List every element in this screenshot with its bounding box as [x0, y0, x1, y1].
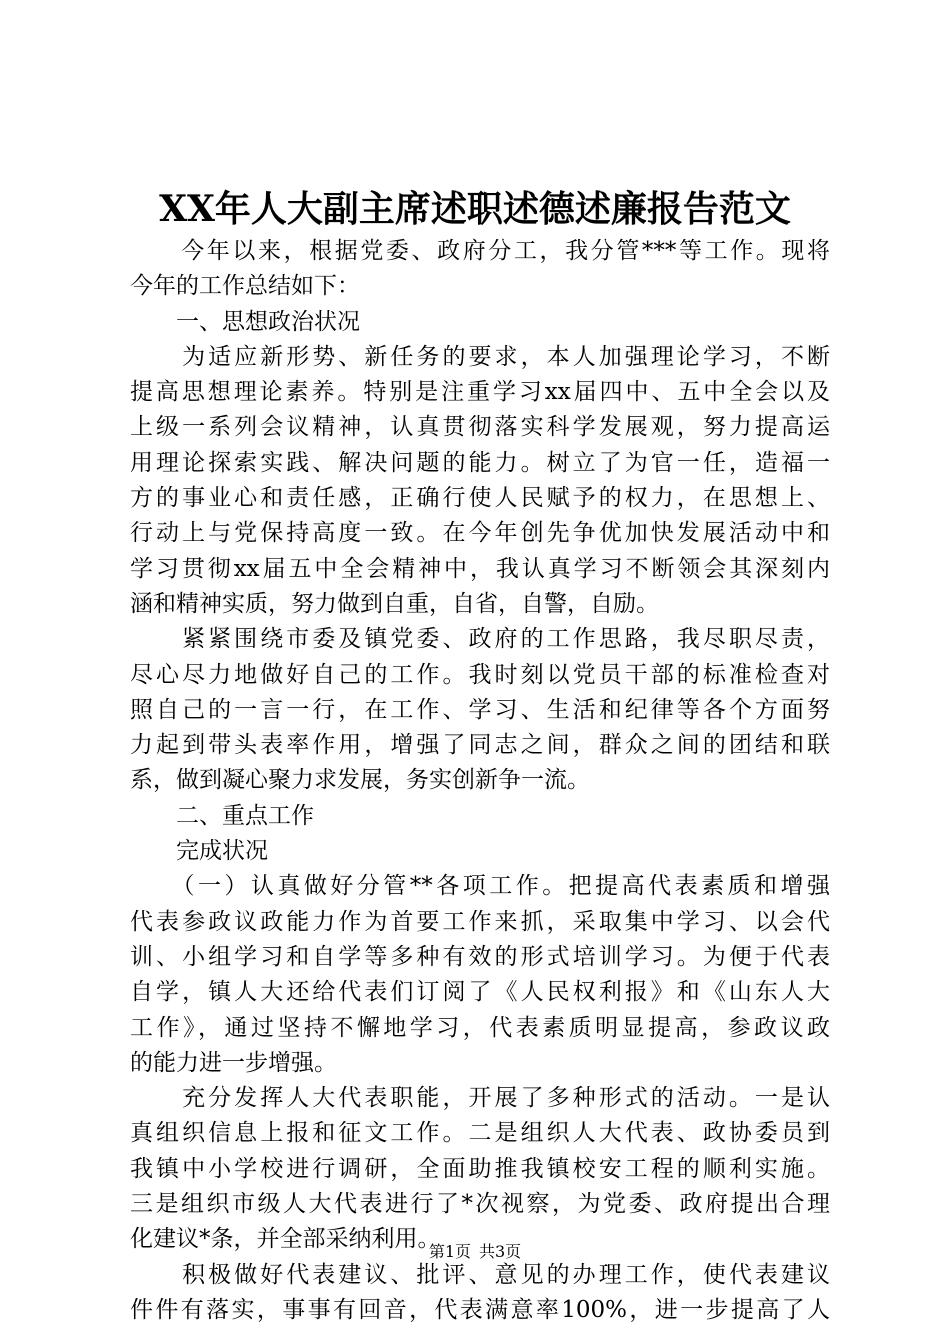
body-line: 今年的工作总结如下：: [130, 273, 360, 300]
body-line: 力起到带头表率作用，增强了同志之间，群众之间的团结和联: [130, 732, 830, 759]
body-line: 学习贯彻xx届五中全会精神中，我认真学习不断领会其深刻内: [130, 555, 830, 582]
body-line: 代表参政议政能力作为首要工作来抓，采取集中学习、以会代: [130, 908, 830, 935]
body-line: 涵和精神实质，努力做到自重，自省，自警，自励。: [130, 590, 659, 617]
body-line: 上级一系列会议精神，认真贯彻落实科学发展观，努力提高运: [130, 414, 830, 441]
body-line: 充分发挥人大代表职能，开展了多种形式的活动。一是认: [130, 1085, 830, 1112]
body-line: 尽心尽力地做好自己的工作。我时刻以党员干部的标准检查对: [130, 661, 830, 688]
body-line: 的能力进一步增强。: [130, 1049, 337, 1076]
body-line: 自学，镇人大还给代表们订阅了《人民权利报》和《山东人大: [130, 979, 830, 1006]
page-total: 共3页: [479, 1242, 522, 1261]
document-body: [130, 234, 830, 1328]
body-line: 真组织信息上报和征文工作。二是组织人大代表、政协委员到: [130, 1120, 830, 1147]
page-number: 第1页: [428, 1242, 471, 1261]
body-line: 系，做到凝心聚力求发展，务实创新争一流。: [130, 767, 590, 794]
body-line: 一、思想政治状况: [130, 308, 360, 335]
body-line: 件件有落实，事事有回音，代表满意率100%，进一步提高了人: [130, 1296, 830, 1323]
body-line: 照自己的一言一行，在工作、学习、生活和纪律等各个方面努: [130, 696, 830, 723]
body-line: 完成状况: [130, 838, 268, 865]
body-line: 积极做好代表建议、批评、意见的办理工作，使代表建议: [130, 1261, 830, 1288]
document-title: XX年人大副主席述职述德述廉报告范文: [159, 188, 791, 230]
body-line: 化建议*条，并全部采纳利用。: [130, 1226, 441, 1253]
body-line: 提高思想理论素养。特别是注重学习xx届四中、五中全会以及: [130, 379, 830, 406]
body-line: 行动上与党保持高度一致。在今年创先争优加快发展活动中和: [130, 520, 830, 547]
body-line: 紧紧围绕市委及镇党委、政府的工作思路，我尽职尽责，: [130, 626, 830, 653]
body-line: 用理论探索实践、解决问题的能力。树立了为官一任，造福一: [130, 449, 830, 476]
body-line: 方的事业心和责任感，正确行使人民赋予的权力，在思想上、: [130, 485, 830, 512]
page-footer: [0, 1240, 950, 1264]
body-line: 三是组织市级人大代表进行了*次视察，为党委、政府提出合理: [130, 1191, 830, 1218]
body-line: 我镇中小学校进行调研，全面助推我镇校安工程的顺利实施。: [130, 1155, 830, 1182]
body-line: （一）认真做好分管**各项工作。把提高代表素质和增强: [130, 873, 830, 900]
body-line: 训、小组学习和自学等多种有效的形式培训学习。为便于代表: [130, 943, 830, 970]
body-line: 为适应新形势、新任务的要求，本人加强理论学习，不断: [130, 343, 830, 370]
body-line: 工作》，通过坚持不懈地学习，代表素质明显提高，参政议政: [130, 1014, 830, 1041]
body-line: 今年以来，根据党委、政府分工，我分管***等工作。现将: [130, 238, 830, 264]
body-line: 二、重点工作: [130, 802, 314, 829]
